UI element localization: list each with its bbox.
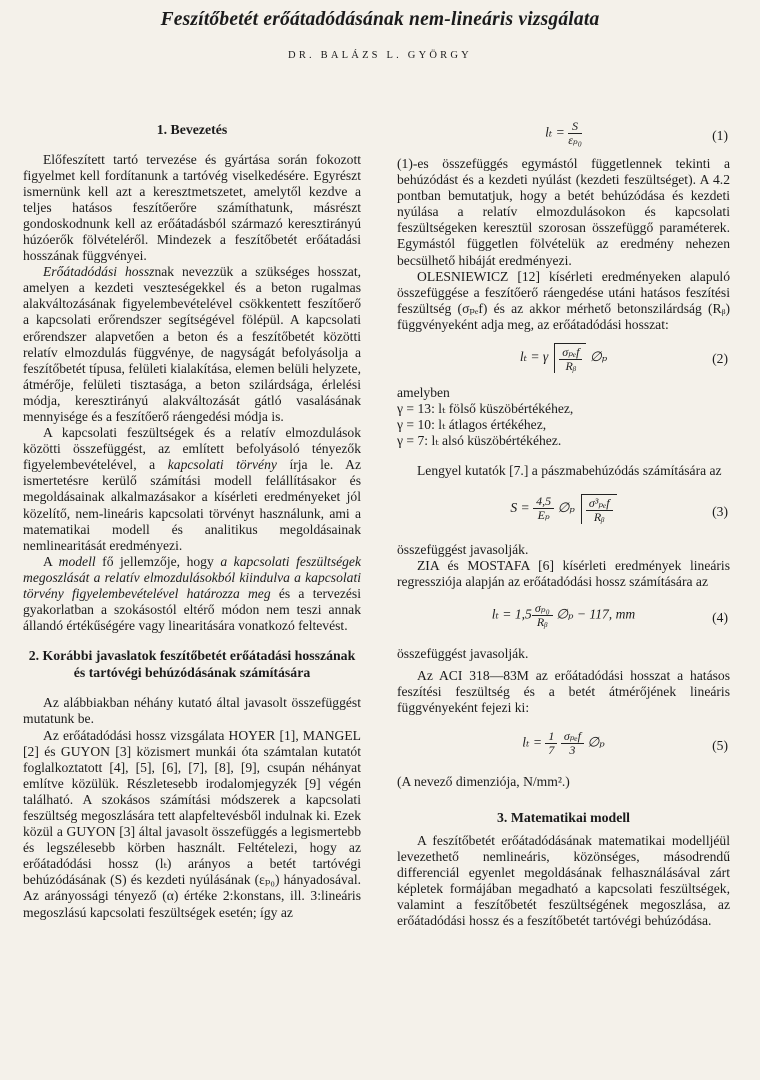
paragraph: ZIA és MOSTAFA [6] kísérleti eredmények lineáris regressziója alapján az erőátadódási hossz számítására az: [397, 557, 730, 589]
emphasis: a kapcsolati feszültségek megoszlását a relatív elmozdulásokból kiindulva a kapcsolati törvény figyelembevételével határozza meg: [23, 553, 362, 602]
left-column: [23, 122, 361, 921]
eq-tail: ∅ₚ: [587, 734, 605, 750]
paragraph: [23, 264, 361, 425]
numerator: 1: [545, 730, 557, 744]
numerator: σ³ₚₑf: [586, 497, 613, 511]
numerator: σₚₑf: [561, 730, 584, 744]
text-run: írja le. Az ismertetésre kerülő számítási modell felállításakor és megoldásainak alkalmazásakor a kísérleti eredményeket jól közelítő, nem-lineáris kapcsolati törvényt használunk, ami a matematikai modell és analitikus megoldásainak nemlinearitását eredményezi.: [23, 457, 361, 553]
denominator: Rᵦ: [565, 359, 577, 374]
equation-number: (2): [712, 351, 728, 367]
equation-number: (3): [712, 503, 728, 519]
denominator: Rᵦ: [536, 614, 548, 629]
equation-1: [397, 120, 730, 156]
paragraph: Az alábbiakban néhány kutató által javasolt összefüggést mutatunk be.: [23, 695, 361, 727]
right-column: [397, 120, 730, 929]
paragraph: (1)-es összefüggés egymástól függetlennek tekinti a behúzódást és a kezdeti nyúlást (kezdeti feszültséget). A 4.2 pontban bemutatjuk, hogy a betét behúzódása és kezdeti nyúlása a relatív elmozdulásokon és kapcsolati feszültségeken keresztül szorosan összefüggő paraméterek. Egymástól független fölvételük az eredmény nehezen becsülhető hibáját eredményezi.: [397, 156, 730, 268]
sqrt: [554, 343, 586, 373]
paragraph: amelyben: [397, 385, 450, 401]
section3-heading: 3. Matematikai modell: [497, 810, 630, 826]
sqrt: [581, 494, 617, 524]
paragraph: Lengyel kutatók [7.] a pászmabehúzódás számítására az: [417, 463, 722, 479]
equation-number: (5): [712, 738, 728, 754]
paragraph: [23, 554, 361, 634]
equation-5: [397, 722, 730, 774]
text-run: nak nevezzük a szükséges hosszat, amelyen a kezdeti veszteségekkel és a beton rugalmas alakváltozásának figyelembevételével csökkentett feszítőerő a kapcsolati erőrendszer segítségével fölépül. A kapcsolati erőrendszer alapvetően a beton és a feszítőbetét közötti relatív elmozdulás függvénye, de nagyságát befolyásolja a feszítőbetét típusa, felületi kialakítása, elemen belüli helyzete, átmérője, felületi tisztasága, a beton szilárdsága, érlelési módja, keresztirányú alakváltozását gátló vasalásának mennyisége és a feszítőerő ráengedési módja is.: [23, 264, 361, 424]
text-run: és a tervezési gyakorlatban a szokásostól eltérő módon nem teszi annak állandó értékűségére vagy linearitására vonatkozó feltevést.: [23, 586, 361, 634]
section1-heading: 1. Bevezetés: [156, 122, 228, 137]
paragraph: összefüggést javasolják.: [397, 645, 529, 661]
eq-lhs: lₜ = 1,5: [491, 606, 532, 622]
numerator: 4,5: [533, 495, 554, 509]
fraction: [586, 497, 613, 524]
equation-3: [397, 486, 730, 542]
fraction: [533, 495, 554, 522]
equation-4: [397, 594, 730, 646]
paragraph: Az ACI 318—83M az erőátadódási hosszat a hatásos feszítési feszültség és a betét átmérőjének lineáris függvényeként fejezi ki:: [397, 667, 730, 716]
fraction: [545, 730, 557, 757]
section2-heading: 2. Korábbi javaslatok feszítőbetét erőátadási hosszának és tartóvégi behúzódásának számítására: [28, 648, 356, 680]
emphasis: Erőátadódási hossz: [43, 264, 155, 280]
paragraph: Előfeszített tartó tervezése és gyártása során fokozott figyelmet kell fordítanunk a tartóvég viselkedésére. Egyrészt ismernünk kell azt a keresztmetszetet, amelytől kezdve a teljes hatásos feszítőerőre számíthatunk, másrészt gondoskodnunk kell az erőátadásból származó keresztirányú húzóerők fölvételéről. Mindezek a feszítőbetét erőátadási hosszának függvényei.: [23, 151, 361, 264]
denominator: Eₚ: [537, 508, 550, 522]
eq-tail: ∅ₚ − 117, mm: [556, 606, 636, 622]
denominator: 3: [569, 743, 576, 758]
paragraph: összefüggést javasolják.: [397, 541, 529, 557]
eq-tail: ∅ₚ: [589, 349, 608, 365]
paragraph: OLESNIEWICZ [12] kísérleti eredményeken alapuló összefüggése a feszítőerő ráengedése utáni hatásos feszítési feszültség (σₚₑf) és az akkor mérhető betonszilárdság (Rᵦ) függvényeként adja meg, az erőátadódási hosszat:: [397, 268, 730, 332]
denominator: εₚ₀: [568, 133, 582, 147]
paragraph: (A nevező dimenziója, N/mm².): [397, 774, 570, 790]
eq-lhs: lₜ = γ: [519, 349, 549, 365]
equation-number: (4): [712, 609, 728, 625]
eq-mid: ∅ₚ: [557, 499, 575, 515]
fraction: [561, 730, 584, 757]
article-title: Feszítőbetét erőátadódásának nem-lineáris vizsgálata: [160, 9, 600, 30]
author-name: DR. BALÁZS L. GYÖRGY: [288, 50, 472, 61]
numerator: S: [568, 120, 582, 134]
eq-lhs: lₜ =: [522, 734, 546, 750]
emphasis: kapcsolati törvény: [167, 457, 277, 473]
fraction: [532, 602, 553, 629]
text-run: A: [43, 553, 53, 569]
numerator: σₚ₀: [532, 602, 553, 616]
equation-2: [397, 337, 730, 385]
text-run: fő jellemzője, hogy: [102, 553, 214, 569]
text-run: A kapcsolati feszültségek és a relatív elmozdulások közötti összefüggést, az említett befolyásoló tényezők figyelembevételével, a: [23, 425, 361, 473]
gamma-item: γ = 7: lₜ alsó küszöbértékéhez.: [397, 433, 562, 449]
eq-lhs: lₜ =: [545, 124, 569, 140]
equation-number: (1): [712, 128, 728, 143]
fraction: [568, 120, 582, 147]
paragraph: A feszítőbetét erőátadódásának matematikai modelljéül levezethető nemlineáris, közönséges, másodrendű differenciál egyenlet megoldásának felhasználásával zárt képletek formájában megadható a kapcsolati feszültségek, valamint a feszítőbetét feszültségének megoszlása, az erőátadódási hossz és a feszítőbetét tartóvégi behúzódása.: [397, 832, 730, 929]
emphasis: modell: [58, 553, 96, 569]
gamma-item: γ = 13: lₜ fölső küszöbértékéhez,: [397, 401, 574, 417]
fraction: [559, 346, 582, 373]
numerator: σₚₑf: [559, 346, 582, 360]
paragraph: [23, 425, 361, 554]
paragraph: Az erőátadódási hossz vizsgálata HOYER [1], MANGEL [2] és GUYON [3] közismert munkái óta számtalan kutatót foglalkoztatott [4], [5], [6], [7], [8], [9], csupán néhányat említve közülük. Részletesebb irodalomjegyzék [9] végén található. A szokásos számítási módszerek a kapcsolati feszültség megoszlására tett alapfeltevésből indulnak ki. Ezek közül a GUYON [3] által javasolt összefüggés a legismertebb és legszélesebb körben használt. Feltételezi, hogy az erőátadódási hossz (lₜ) arányos a betét tartóvégi behúzódásának (S) és kezdeti nyúlásának (εₚ₀) hányadosával. Az arányossági tényező (α) értéke 2:konstans, ill. 3:lineáris megoszlású kapcsolati feszültségek esetén; így az: [23, 727, 361, 920]
eq-lhs: S =: [510, 499, 534, 515]
gamma-item: γ = 10: lₜ átlagos értékéhez,: [397, 417, 547, 433]
gamma-list: [397, 401, 730, 449]
denominator: 7: [548, 743, 555, 758]
denominator: Rᵦ: [593, 509, 605, 524]
